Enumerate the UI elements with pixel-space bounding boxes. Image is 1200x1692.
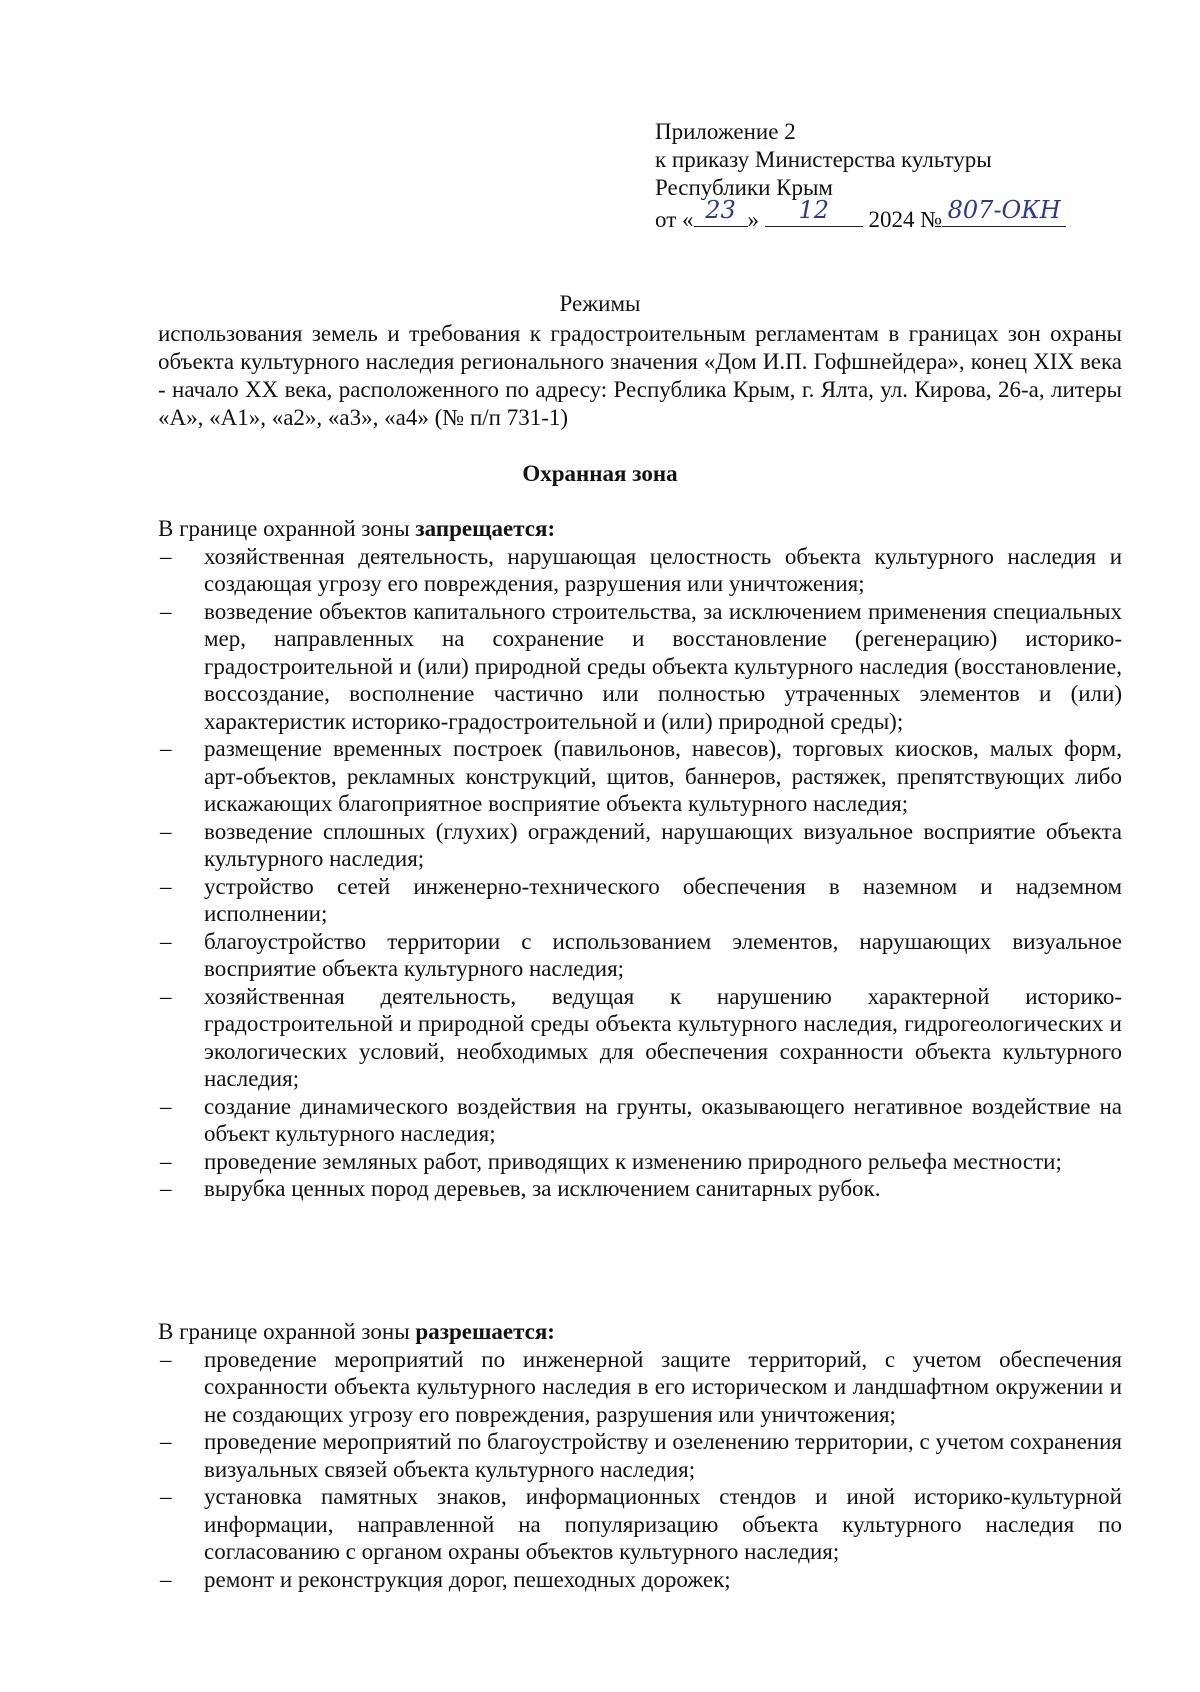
date-mid: » [747,207,759,232]
dash-marker: – [160,1484,172,1509]
dash-marker: – [160,1093,172,1119]
year-and-number-label: 2024 № [868,207,943,232]
appendix-line-1: Приложение 2 [655,119,796,144]
prohibited-section [158,515,1122,1203]
dash-marker: – [160,818,172,844]
list-item: – возведение сплошных (глухих) ограждений, нарушающих визуальное восприятие объекта культурного наследия; [160,818,1122,871]
list-item: – хозяйственная деятельность, ведущая к нарушению характерной историко-градостроительной и природной среды объекта культурного наследия, гидрогеологических и экологических условий, необходимых для обеспечения сохранности объекта культурного наследия; [160,983,1122,1091]
month-blank [765,196,863,227]
prohibited-intro-text: В границе охранной зоны [158,516,416,541]
list-item: – установка памятных знаков, информационных стендов и иной историко-культурной информации, направленной на популяризацию объекта культурного наследия по согласованию с органом охраны объектов культурного наследия; [160,1484,1122,1564]
prohibited-intro [158,515,1122,543]
dash-marker: – [160,1148,172,1174]
handwritten-month: 12 [798,196,830,224]
list-item: – устройство сетей инженерно-технического обеспечения в наземном и надземном исполнении; [160,873,1122,926]
appendix-line-3: Республики Крым [655,175,833,200]
number-blank [942,196,1066,227]
list-item: – создание динамического воздействия на грунты, оказывающего негативное воздействие на объект культурного наследия; [160,1093,1122,1146]
date-prefix: от « [655,207,694,232]
dash-marker: – [160,873,172,899]
list-item: – проведение земляных работ, приводящих к изменению природного рельефа местности; [160,1148,1062,1174]
allowed-section [158,1318,1122,1593]
list-item: – проведение мероприятий по инженерной защите территорий, с учетом обеспечения сохранности объекта культурного наследия в его историческом и ландшафтном окружении и не создающих угрозу его повреждения, разрушения или уничтожения; [160,1346,1122,1427]
dash-marker: – [160,598,172,624]
allowed-intro-keyword: разрешается: [415,1319,555,1344]
document-subtitle: использования земель и требования к градостроительным регламентам в границах зон охраны объекта культурного наследия регионального значения «Дом И.П. Гофшнейдера», конец XIX века - начало XX века, расположенного по адресу: Республика Крым, г. Ялта, ул. Кирова, 26-а, литеры «А», «А1», «а2», «а3», «а4» (№ п/п 731-1) [158,321,1122,430]
allowed-intro [158,1318,1122,1346]
list-item: – хозяйственная деятельность, нарушающая целостность объекта культурного наследия и создающая угрозу его повреждения, разрушения или уничтожения; [160,543,1122,596]
dash-marker: – [160,1429,172,1454]
prohibited-list [158,543,1122,1203]
dash-marker: – [160,983,172,1009]
zone-heading: Охранная зона [522,461,678,486]
day-blank [694,196,748,227]
prohibited-intro-keyword: запрещается: [415,516,556,541]
allowed-list [158,1346,1122,1594]
appendix-header [655,118,1066,234]
dash-marker: – [160,543,172,569]
order-date-line [655,196,1066,234]
dash-marker: – [160,1176,172,1201]
handwritten-day: 23 [705,196,736,224]
list-item: – вырубка ценных пород деревьев, за исключением санитарных рубок. [160,1176,881,1201]
allowed-intro-text: В границе охранной зоны [158,1319,416,1344]
dash-marker: – [160,1346,172,1372]
handwritten-number: 807-ОКН [947,196,1061,224]
document-title: Режимы [559,291,641,316]
dash-marker: – [160,1566,172,1592]
list-item: – проведение мероприятий по благоустройству и озеленению территории, с учетом сохранения визуальных связей объекта культурного наследия; [160,1429,1122,1482]
list-item: – размещение временных построек (павильонов, навесов), торговых киосков, малых форм, арт-объектов, рекламных конструкций, щитов, баннеров, растяжек, препятствующих либо искажающих благоприятное восприятие объекта культурного наследия; [160,736,1122,816]
list-item: – возведение объектов капитального строительства, за исключением применения специальных мер, направленных на сохранение и восстановление (регенерацию) историко-градостроительной и (или) природной среды объекта культурного наследия (восстановление, воссоздание, восполнение частично или полностью утраченных элементов и (или) характеристик историко-градостроительной и (или) природной среды); [160,598,1122,734]
dash-marker: – [160,928,172,954]
appendix-line-2: к приказу Министерства культуры [655,147,992,172]
list-item: – ремонт и реконструкция дорог, пешеходных дорожек; [160,1566,731,1592]
dash-marker: – [160,736,172,761]
list-item: – благоустройство территории с использованием элементов, нарушающих визуальное восприятие объекта культурного наследия; [160,928,1122,981]
